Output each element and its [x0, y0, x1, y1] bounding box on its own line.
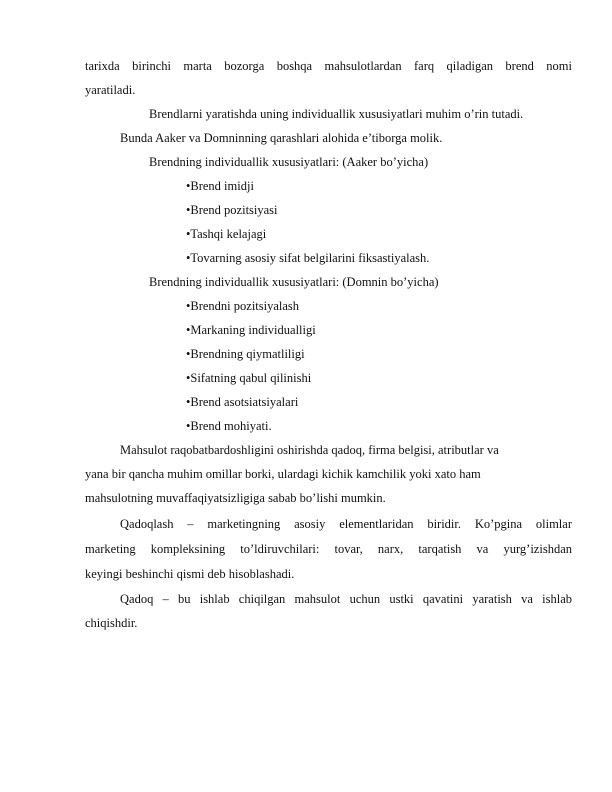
list-heading: Brendning individuallik xususiyatlari: (Aaker bo’yicha) [149, 155, 429, 169]
paragraph-line: Qadoq – bu ishlab chiqilgan mahsulot uchun ustki qavatini yaratish va ishlab [120, 592, 572, 606]
paragraph-line: Bunda Aaker va Domninning qarashlari alohida e’tiborga molik. [120, 131, 443, 145]
list-item: •Brendni pozitsiyalash [186, 299, 300, 313]
list-item: •Tashqi kelajagi [186, 227, 267, 241]
paragraph-line: mahsulotning muvaffaqiyatsizligiga sabab bo’lishi mumkin. [85, 491, 386, 505]
list-item: •Brendning qiymatliligi [186, 347, 305, 361]
paragraph-line: yaratiladi. [85, 83, 136, 97]
list-item: •Brend imidji [186, 179, 254, 193]
list-item: •Brend mohiyati. [186, 419, 272, 433]
paragraph-line: keyingi beshinchi qismi deb hisoblashadi. [85, 567, 295, 581]
paragraph-line: Qadoqlash – marketingning asosiy elementlaridan biridir. Ko’pgina olimlar [120, 517, 572, 531]
paragraph-line: chiqishdir. [85, 616, 138, 630]
paragraph-line: marketing kompleksining to’ldiruvchilari: tovar, narx, tarqatish va yurg’izishdan [85, 542, 572, 556]
list-item: •Tovarning asosiy sifat belgilarini fiksastiyalash. [186, 251, 430, 265]
paragraph-line: Brendlarni yaratishda uning individuallik xususiyatlari muhim o’rin tutadi. [149, 107, 524, 121]
paragraph-line: Mahsulot raqobatbardoshligini oshirishda qadoq, firma belgisi, atributlar va [120, 443, 499, 457]
list-item: •Markaning individualligi [186, 323, 316, 337]
list-heading: Brendning individuallik xususiyatlari: (Domnin bo’yicha) [149, 275, 439, 289]
list-item: •Brend asotsiatsiyalari [186, 395, 299, 409]
list-item: •Brend pozitsiyasi [186, 203, 278, 217]
paragraph-line: yana bir qancha muhim omillar borki, ulardagi kichik kamchilik yoki xato ham [85, 467, 481, 481]
list-item: •Sifatning qabul qilinishi [186, 371, 312, 385]
paragraph-line: tarixda birinchi marta bozorga boshqa mahsulotlardan farq qiladigan brend nomi [85, 59, 572, 73]
